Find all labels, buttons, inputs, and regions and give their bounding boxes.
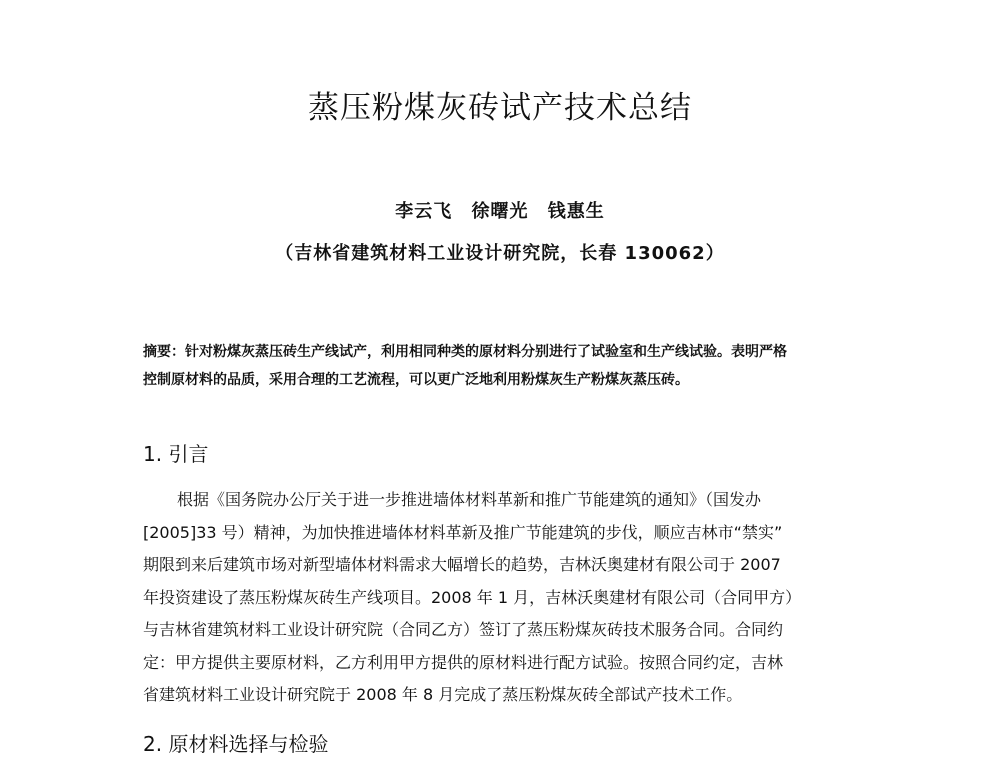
paragraph-line: 年投资建设了蒸压粉煤灰砖生产线项目。2008 年 1 月，吉林沃奥建材有限公司（合同甲方） [143,587,802,607]
author-name: 钱惠生 [547,201,605,222]
introduction-paragraph [143,484,863,712]
author-name: 李云飞 [395,201,453,222]
paragraph-line: 根据《国务院办公厅关于进一步推进墙体材料革新和推广节能建筑的通知》（国发办 [177,490,762,509]
abstract [143,338,863,394]
paper-title: 蒸压粉煤灰砖试产技术总结 [308,90,692,126]
paragraph-line: 与吉林省建筑材料工业设计研究院（合同乙方）签订了蒸压粉煤灰砖技术服务合同。合同约 [143,620,784,639]
paragraph-line: 省建筑材料工业设计研究院于 2008 年 8 月完成了蒸压粉煤灰砖全部试产技术工作。 [143,685,743,704]
abstract-text: 针对粉煤灰蒸压砖生产线试产，利用相同种类的原材料分别进行了试验室和生产线试验。表明严格 [185,344,787,360]
abstract-text: 控制原材料的品质，采用合理的工艺流程，可以更广泛地利用粉煤灰生产粉煤灰蒸压砖。 [143,372,689,388]
author-affiliation: （吉林省建筑材料工业设计研究院，长春 130062） [275,243,725,264]
author-name: 徐曙光 [471,201,529,222]
abstract-label: 摘要： [143,344,185,360]
section-heading-raw-materials: 2. 原材料选择与检验 [143,732,329,756]
paragraph-line: [2005]33 号）精神，为加快推进墙体材料革新及推广节能建筑的步伐，顺应吉林市“禁实” [143,522,783,542]
paragraph-line: 期限到来后建筑市场对新型墙体材料需求大幅增长的趋势，吉林沃奥建材有限公司于 2007 [143,555,781,574]
paragraph-line: 定：甲方提供主要原材料，乙方利用甲方提供的原材料进行配方试验。按照合同约定，吉林 [143,652,784,672]
section-heading-introduction: 1. 引言 [143,442,209,466]
abstract-line-1 [143,338,863,366]
author-list [0,199,1000,225]
